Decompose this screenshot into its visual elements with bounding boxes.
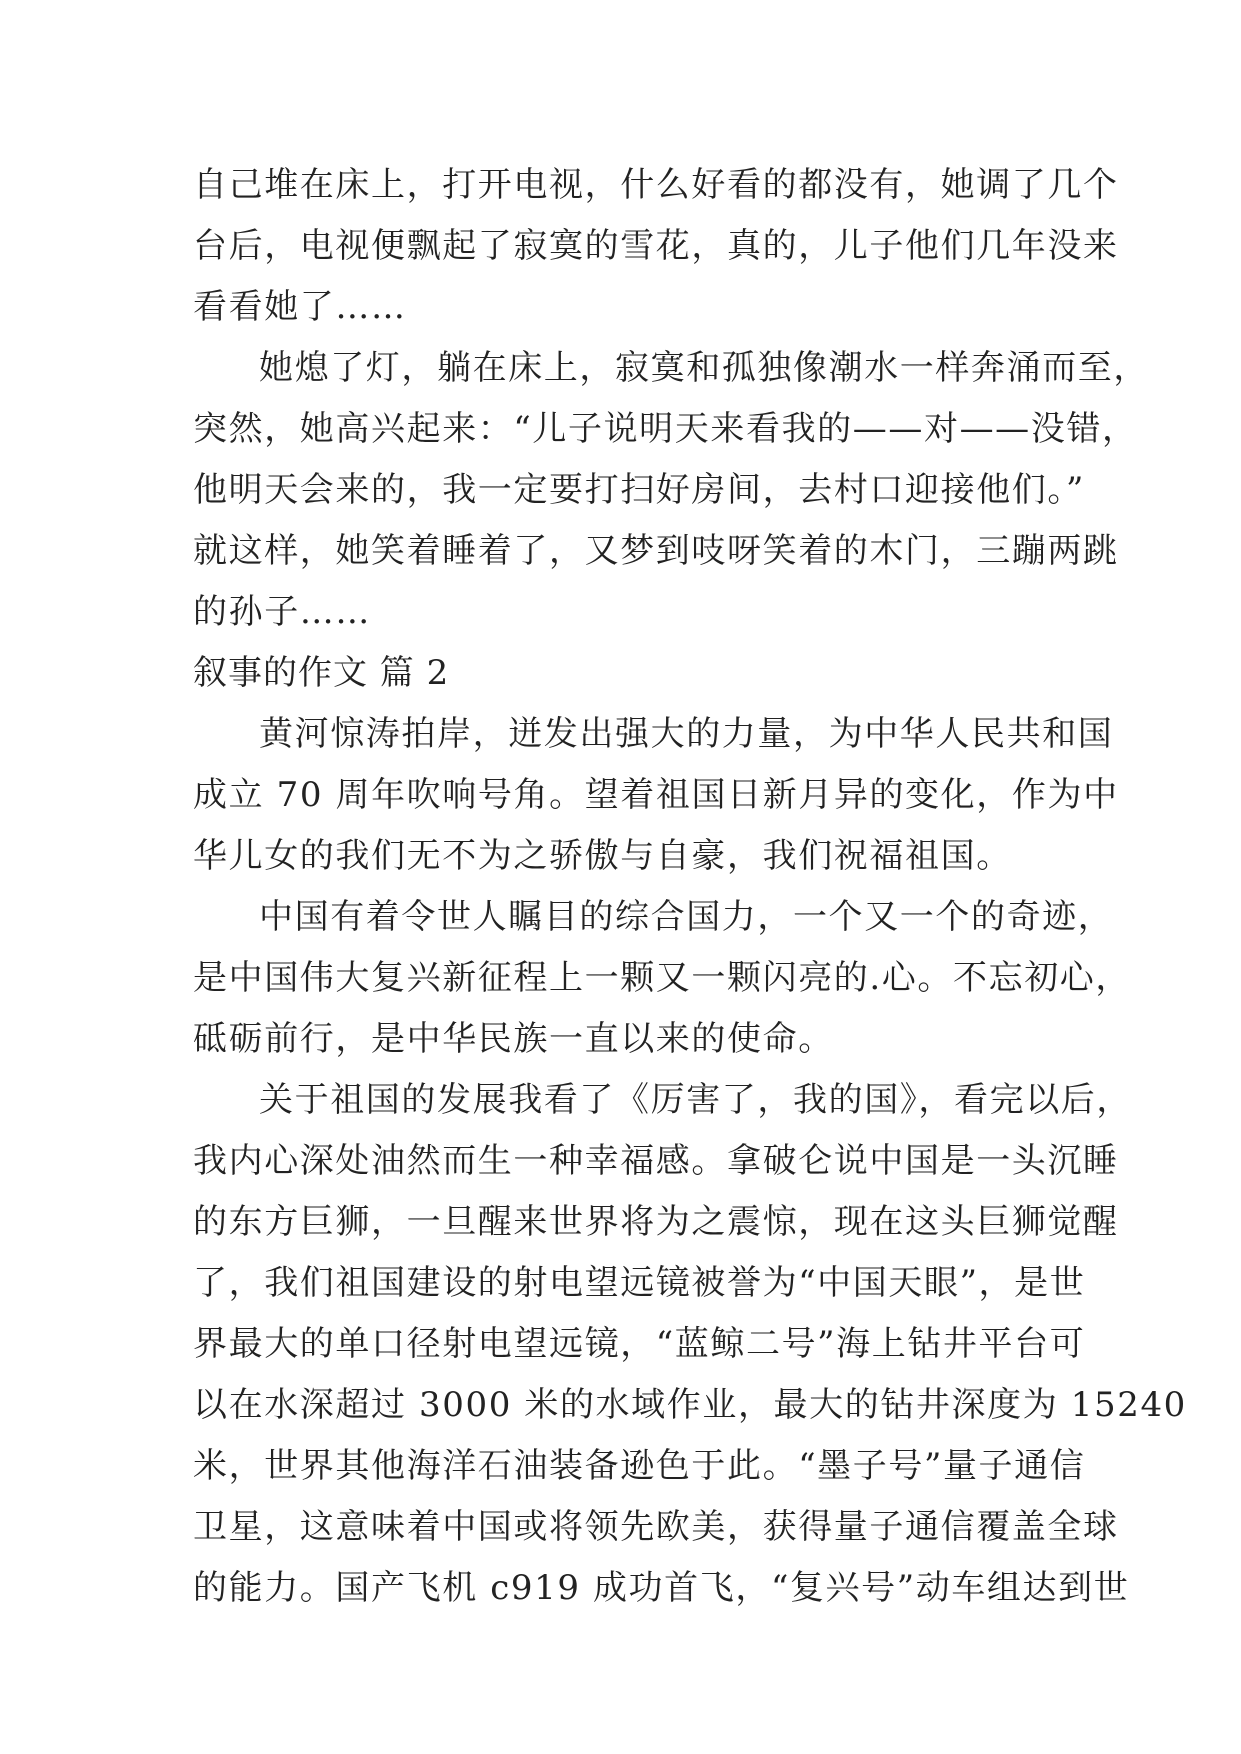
text-line: 看看她了…… <box>193 287 407 327</box>
text-line: 砥砺前行，是中华民族一直以来的使命。 <box>193 1019 834 1059</box>
text-line: 界最大的单口径射电望远镜，“蓝鲸二号”海上钻井平台可 <box>193 1324 1086 1364</box>
text-line: 成立 70 周年吹响号角。望着祖国日新月异的变化，作为中 <box>193 775 1119 815</box>
text-line: 自己堆在床上，打开电视，什么好看的都没有，她调了几个 <box>193 165 1119 205</box>
text-line: 的东方巨狮，一旦醒来世界将为之震惊，现在这头巨狮觉醒 <box>193 1202 1119 1242</box>
text-line: 的能力。国产飞机 c919 成功首飞，“复兴号”动车组达到世 <box>193 1568 1130 1608</box>
text-line: 米，世界其他海洋石油装备逊色于此。“墨子号”量子通信 <box>193 1446 1086 1486</box>
text-line: 的孙子…… <box>193 592 371 632</box>
text-line: 突然，她高兴起来：“儿子说明天来看我的——对——没错， <box>193 409 1138 449</box>
text-line: 关于祖国的发展我看了《厉害了，我的国》，看完以后， <box>259 1080 1132 1120</box>
text-line: 中国有着令世人瞩目的综合国力，一个又一个的奇迹， <box>259 897 1114 937</box>
section-heading: 叙事的作文 篇 2 <box>193 653 450 693</box>
text-line: 黄河惊涛拍岸，迸发出强大的力量，为中华人民共和国 <box>259 714 1114 754</box>
text-line: 华儿女的我们无不为之骄傲与自豪，我们祝福祖国。 <box>193 836 1012 876</box>
document-body <box>193 155 1187 1619</box>
text-line: 我内心深处油然而生一种幸福感。拿破仑说中国是一头沉睡 <box>193 1141 1119 1181</box>
text-line: 是中国伟大复兴新征程上一颗又一颗闪亮的.心。不忘初心， <box>193 958 1132 998</box>
text-line: 了，我们祖国建设的射电望远镜被誉为“中国天眼”，是世 <box>193 1263 1086 1303</box>
text-line: 台后，电视便飘起了寂寞的雪花，真的，儿子他们几年没来 <box>193 226 1119 266</box>
text-line: 以在水深超过 3000 米的水域作业，最大的钻井深度为 15240 <box>193 1385 1187 1425</box>
text-line: 卫星，这意味着中国或将领先欧美，获得量子通信覆盖全球 <box>193 1507 1119 1547</box>
text-line: 她熄了灯，躺在床上，寂寞和孤独像潮水一样奔涌而至， <box>259 348 1149 388</box>
text-line: 就这样，她笑着睡着了，又梦到吱呀笑着的木门，三蹦两跳 <box>193 531 1119 571</box>
text-line: 他明天会来的，我一定要打扫好房间，去村口迎接他们。” <box>193 470 1085 510</box>
